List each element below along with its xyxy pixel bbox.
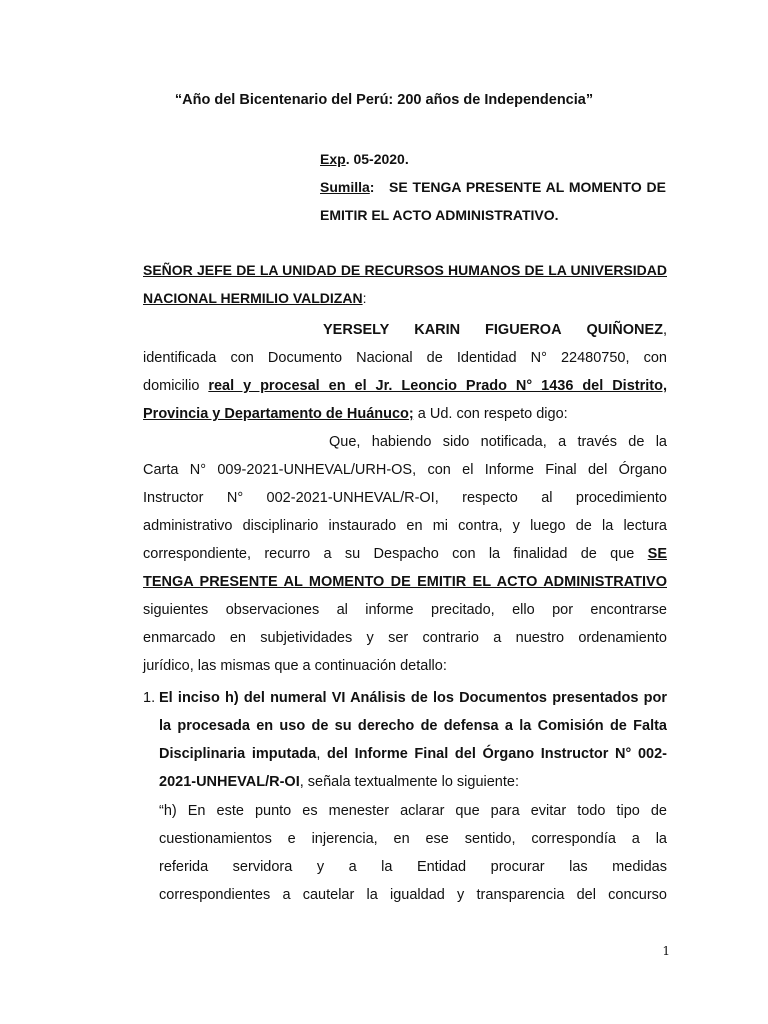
- list-item: [143, 684, 667, 796]
- id-line: identificada con Documento Nacional de Identidad N° 22480750, con: [143, 350, 667, 366]
- sumilla-line-2: EMITIR EL ACTO ADMINISTRATIVO.: [320, 207, 559, 223]
- body-paragraph: [143, 316, 667, 680]
- document-motto: “Año del Bicentenario del Perú: 200 años de Independencia”: [174, 92, 594, 108]
- item-line-1: El inciso h) del numeral VI Análisis de los Documentos presentados por: [159, 690, 667, 706]
- case-number-value: . 05-2020.: [345, 151, 409, 167]
- para-line-8: enmarcado en subjetividades y ser contrario a nuestro ordenamiento: [143, 630, 667, 646]
- item-line-3: Disciplinaria imputada, del Informe Final del Órgano Instructor N° 002-: [159, 746, 667, 762]
- para-line-5: correspondiente, recurro a su Despacho con la finalidad de que SE: [143, 546, 667, 562]
- list-item-content: [159, 684, 667, 796]
- item-line-4: 2021-UNHEVAL/R-OI, señala textualmente lo siguiente:: [159, 774, 519, 790]
- item-line-2: la procesada en uso de su derecho de defensa a la Comisión de Falta: [159, 718, 667, 734]
- case-number-label: Exp: [320, 151, 346, 167]
- case-number: [320, 145, 666, 173]
- quote-line-2: cuestionamientos e injerencia, en ese sentido, correspondía a la: [159, 831, 667, 847]
- para-line-3: Instructor N° 002-2021-UNHEVAL/R-OI, respecto al procedimiento: [143, 490, 667, 506]
- para-line-4: administrativo disciplinario instaurado en mi contra, y luego de la lectura: [143, 518, 667, 534]
- addressee-line-2: NACIONAL HERMILIO VALDIZAN:: [143, 290, 367, 306]
- para-line-6: TENGA PRESENTE AL MOMENTO DE EMITIR EL ACTO ADMINISTRATIVO: [143, 574, 667, 590]
- addressee: [143, 256, 667, 312]
- domicile-line-2: Provincia y Departamento de Huánuco; a Ud. con respeto digo:: [143, 406, 568, 422]
- case-header: [320, 145, 666, 229]
- para-line-7: siguientes observaciones al informe precitado, ello por encontrarse: [143, 602, 667, 618]
- sumilla-text-1: SE TENGA PRESENTE AL MOMENTO DE: [389, 179, 667, 195]
- quote-line-3: referida servidora y a la Entidad procurar las medidas: [159, 859, 667, 875]
- addressee-line-1: SEÑOR JEFE DE LA UNIDAD DE RECURSOS HUMANOS DE LA UNIVERSIDAD: [143, 262, 667, 278]
- para-line-2: Carta N° 009-2021-UNHEVAL/URH-OS, con el Informe Final del Órgano: [143, 462, 667, 478]
- quote-line-4: correspondientes a cautelar la igualdad y transparencia del concurso: [159, 887, 667, 903]
- sender-name: YERSELY KARIN FIGUEROA QUIÑONEZ,: [323, 322, 667, 338]
- page-number: 1: [662, 944, 670, 958]
- sumilla-label: Sumilla: [320, 179, 370, 195]
- sumilla-line-1: Sumilla: SE TENGA PRESENTE AL MOMENTO DE: [320, 179, 667, 195]
- list-item-number: 1.: [143, 690, 156, 706]
- quote-line-1: “h) En este punto es menester aclarar que para evitar todo tipo de: [159, 803, 667, 819]
- para-line-9: jurídico, las mismas que a continuación detallo:: [143, 658, 447, 674]
- quoted-text: [159, 797, 667, 909]
- para-line-1: Que, habiendo sido notificada, a través de la: [329, 434, 667, 450]
- domicile-line-1: domicilio real y procesal en el Jr. Leoncio Prado N° 1436 del Distrito,: [143, 378, 667, 394]
